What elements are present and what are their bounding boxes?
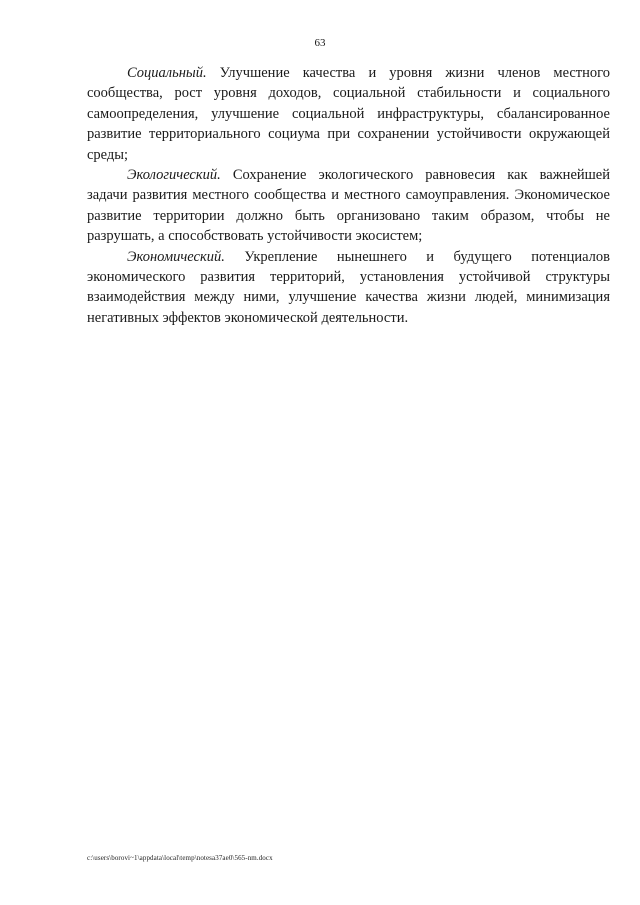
term-ecological: Экологический. [127, 167, 221, 184]
footer-file-path: c:\users\borovi~1\appdata\local\temp\notesa37ae0\565-nm.docx [87, 854, 273, 862]
paragraph-economic [87, 247, 610, 329]
term-economic: Экономический. [127, 248, 225, 265]
page-number: 63 [314, 37, 326, 49]
paragraph-ecological-text: Сохранение экологического равновесия как важнейшей задачи развития местного сообщества и местного самоуправления. Экономическое развитие территории должно быть организовано таким образом, чтобы не разрушать, а способствовать устойчивости экосистем; [87, 167, 610, 245]
paragraph-social [87, 63, 610, 165]
document-body [87, 63, 610, 328]
term-social: Социальный. [127, 65, 207, 81]
paragraph-ecological [87, 165, 610, 247]
paragraph-economic-text: Укрепление нынешнего и будущего потенциалов экономического развития территорий, установления устойчивой структуры взаимодействия между ними, улучшение качества жизни людей, минимизация негативных эффектов экономической деятельности. [87, 248, 610, 326]
paragraph-social-text: Улучшение качества и уровня жизни членов местного сообщества, рост уровня доходов, социальной стабильности и социального самоопределения, улучшение социальной инфраструктуры, сбалансированное развитие территориального социума при сохранении устойчивости окружающей среды; [87, 65, 610, 163]
